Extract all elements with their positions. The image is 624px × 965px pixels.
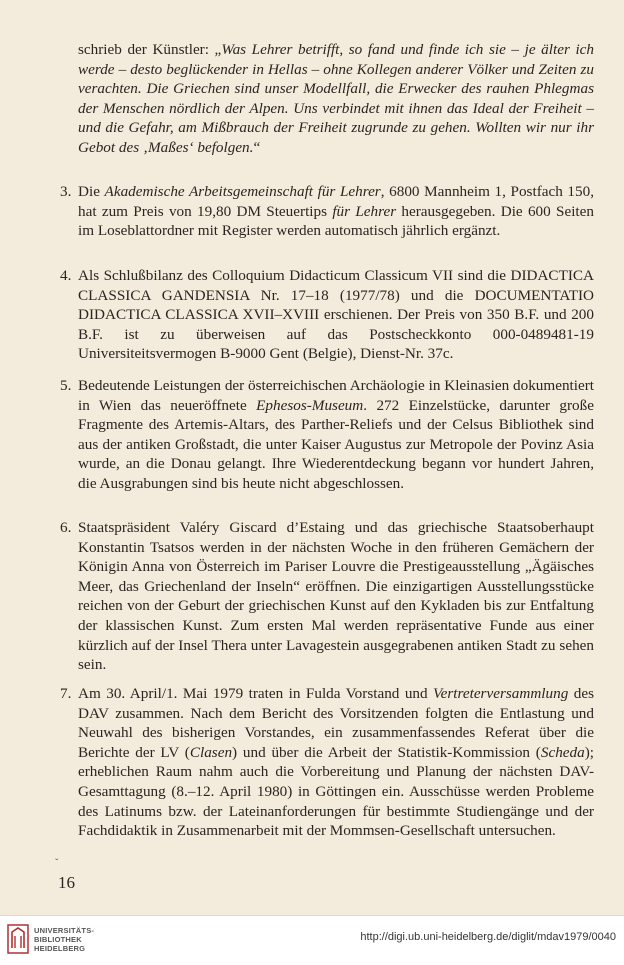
item-text: Bedeutende Leistungen der österreichischen Archäologie in Kleinasien dokumentiert in Wien das neueröffnete — [78, 377, 594, 414]
library-name — [34, 926, 94, 953]
source-url-link[interactable]: http://digi.ub.uni-heidelberg.de/diglit/mdav1979/0040 — [360, 931, 616, 943]
list-item — [60, 182, 594, 241]
item-italic: Clasen — [189, 743, 233, 761]
list-item — [60, 376, 594, 494]
footer-bar — [0, 915, 624, 965]
item-number: 5. — [60, 377, 72, 394]
item-number: 4. — [60, 267, 72, 284]
item-text: Die — [78, 183, 105, 200]
item-number: 3. — [60, 183, 72, 200]
quote-close: “ — [253, 138, 261, 156]
item-text: Staatspräsident Valéry Giscard d’Estaing und das griechische Staatsoberhaupt Konstantin Tsatsos werden in der nächsten Woche in den früheren Gemächern der Königin Anna von Österreich im Pariser Louvre die Prestigeausstellung „Ägäisches Meer, das Griechenland der Inseln“ eröffnen. Die einzigartigen Ausstellungsstücke reichen von der Geburt der griechischen Kunst auf den Kykladen bis zur Entfaltung der klassischen Kunst. Zum ersten Mal werden repräsentative Funde aus einer kürzlich auf der Insel Thera unter Lavagestein ausgegrabenen antiken Stadt zu sehen sein. — [78, 519, 594, 674]
item-italic: Vertreterversammlung — [433, 685, 569, 702]
page-number: 16 — [58, 873, 75, 892]
quote-italic: Was Lehrer betrifft, so fand und finde ich sie – je älter ich werde – desto beglückender in Hellas – ohne Kollegen anderer Völker und Zeiten zu verachten. Die Griechen sind unser Modellfall, die Erwecker des rauhen Phlegmas der Menschen nördlich der Alpen. Uns verbindet mit ihnen das Ideal der Freiheit – und die Gefahr, am Mißbrauch der Freiheit zugrunde zu gehen. Wollten wir nur ihr Gebot des ‚Maßes‘ befolgen. — [78, 41, 595, 156]
margin-mark: ˇ — [55, 858, 59, 869]
item-text: des DAV zusammen. Nach dem Bericht des Vorsitzenden folgten die Entlastung und Neuwahl des bisherigen Vorstandes, ein zusammenfassendes Referat über die Berichte der LV ( — [78, 685, 594, 761]
item-number: 7. — [60, 685, 72, 702]
list-item — [60, 684, 594, 841]
item-text: ) und über die Arbeit der Statistik-Kommission ( — [232, 743, 541, 761]
item-text: , 6800 Mannheim 1, Postfach 150, hat zum Preis von 19,80 DM Steuertips — [78, 183, 595, 220]
library-logo-icon — [7, 924, 29, 954]
item-italic: für Lehrer — [332, 202, 397, 220]
item-text: herausgegeben. Die 600 Seiten im Loseblattordner mit Register werden automatisch jährlich ergänzt. — [78, 202, 594, 240]
list-item — [60, 266, 594, 364]
list-item — [60, 518, 594, 675]
item-text: Am 30. April/1. Mai 1979 traten in Fulda Vorstand und — [78, 685, 434, 702]
item-italic: Akademische Arbeitsgemeinschaft für Lehrer — [104, 183, 381, 200]
quote-block — [60, 40, 594, 158]
item-text: Als Schlußbilanz des Colloquium Didacticum Classicum VII sind die DIDACTICA CLASSICA GANDENSIA Nr. 17–18 (1977/78) und die DOCUMENTATIO DIDACTICA CLASSICA XVII–XVIII erschienen. Der Preis von 350 B.F. und 200 B.F. ist zu überweisen auf das Postscheckkonto 000-0489481-19 Universiteitsvermogen B-9000 Gent (Belgie), Dienst-Nr. 37c. — [78, 267, 594, 363]
library-name-line: HEIDELBERG — [34, 944, 86, 953]
quote-lead: schrieb der Künstler: „ — [78, 41, 222, 58]
item-number: 6. — [60, 519, 72, 536]
library-name-line: UNIVERSITÄTS- — [34, 926, 95, 935]
library-name-line: BIBLIOTHEK — [34, 935, 82, 944]
item-italic: Ephesos-Museum — [256, 396, 364, 414]
item-text: . 272 Einzelstücke, darunter große Fragmente des Artemis-Altars, des Parther-Reliefs und der Celsus Bibliothek sind aus der antiken Großstadt, die unter Kaiser Augustus zur Metropole der Povinz Asia wurde, an die Donau gelangt. Ihre Wiederentdeckung begann vor hundert Jahren, die Ausgrabungen sind bis heute nicht abgeschlossen. — [78, 396, 594, 492]
item-text: ); erheblichen Raum nahm auch die Vorbereitung und Planung der nächsten DAV-Gesamttagung (8.–12. April 1980) in Göttingen ein. Ausschüsse werden Probleme des Latinums bzw. der Lateinanforderungen für bestimmte Studiengänge und der Fachdidaktik in Zusammenarbeit mit der Mommsen-Gesellschaft untersuchen. — [78, 743, 594, 840]
item-italic: Scheda — [540, 743, 585, 761]
